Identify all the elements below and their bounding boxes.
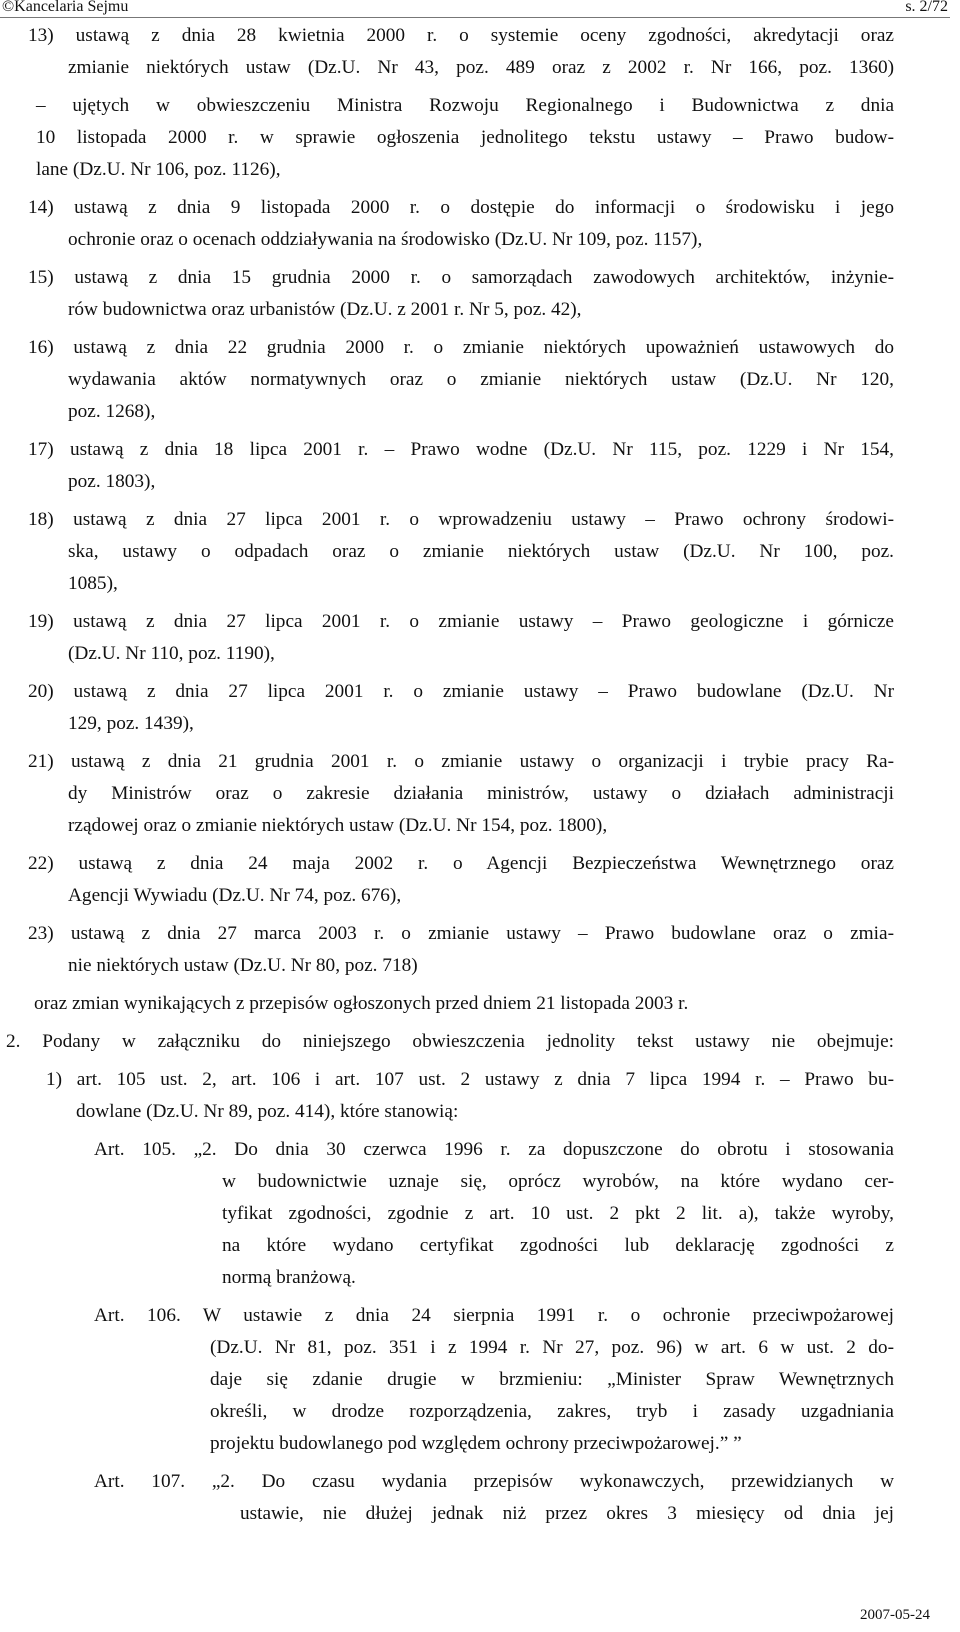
text-line: 1) art. 105 ust. 2, art. 106 i art. 107 ust. 2 ustawy z dnia 7 lipca 1994 r. – Prawo bu- bbox=[46, 1069, 894, 1090]
text-line: ska, ustawy o odpadach oraz o zmianie niektórych ustaw (Dz.U. Nr 100, poz. bbox=[68, 541, 894, 562]
text-line: 14) ustawą z dnia 9 listopada 2000 r. o dostępie do informacji o środowisku i jego bbox=[28, 197, 894, 218]
text-line: 2. Podany w załączniku do niniejszego obwieszczenia jednolity tekst ustawy nie obejmuje: bbox=[6, 1031, 894, 1052]
text-line: 17) ustawą z dnia 18 lipca 2001 r. – Prawo wodne (Dz.U. Nr 115, poz. 1229 i Nr 154, bbox=[28, 439, 894, 460]
text-line: Art. 107. „2. Do czasu wydania przepisów wykonawczych, przewidzianych w bbox=[94, 1471, 894, 1492]
text-line: (Dz.U. Nr 81, poz. 351 i z 1994 r. Nr 27, poz. 96) w art. 6 w ust. 2 do- bbox=[210, 1337, 894, 1358]
header-divider bbox=[0, 17, 950, 18]
text-line: 16) ustawą z dnia 22 grudnia 2000 r. o zmianie niektórych upoważnień ustawowych do bbox=[28, 337, 894, 358]
text-line: poz. 1268), bbox=[68, 401, 156, 422]
text-line: daje się zdanie drugie w brzmieniu: „Minister Spraw Wewnętrznych bbox=[210, 1369, 894, 1390]
text-line: 13) ustawą z dnia 28 kwietnia 2000 r. o systemie oceny zgodności, akredytacji oraz bbox=[28, 25, 894, 46]
text-line: 10 listopada 2000 r. w sprawie ogłoszenia jednolitego tekstu ustawy – Prawo budow- bbox=[36, 127, 894, 148]
text-line: Agencji Wywiadu (Dz.U. Nr 74, poz. 676), bbox=[68, 885, 402, 906]
text-line: na które wydano certyfikat zgodności lub deklarację zgodności z bbox=[222, 1235, 894, 1256]
text-line: rów budownictwa oraz urbanistów (Dz.U. z 2001 r. Nr 5, poz. 42), bbox=[68, 299, 582, 320]
page-number: s. 2/72 bbox=[905, 0, 948, 15]
page-header bbox=[0, 0, 960, 18]
copyright-label: ©Kancelaria Sejmu bbox=[2, 0, 129, 15]
text-line: 15) ustawą z dnia 15 grudnia 2000 r. o samorządach zawodowych architektów, inżynie- bbox=[28, 267, 894, 288]
text-line: Art. 106. W ustawie z dnia 24 sierpnia 1991 r. o ochronie przeciwpożarowej bbox=[94, 1305, 894, 1326]
text-line: dy Ministrów oraz o zakresie działania ministrów, ustawy o działach administracji bbox=[68, 783, 894, 804]
text-line: wydawania aktów normatywnych oraz o zmianie niektórych ustaw (Dz.U. Nr 120, bbox=[68, 369, 894, 390]
text-line: nie niektórych ustaw (Dz.U. Nr 80, poz. 718) bbox=[68, 955, 418, 976]
text-line: poz. 1803), bbox=[68, 471, 156, 492]
text-line: 20) ustawą z dnia 27 lipca 2001 r. o zmianie ustawy – Prawo budowlane (Dz.U. Nr bbox=[28, 681, 894, 702]
text-line: dowlane (Dz.U. Nr 89, poz. 414), które stanowią: bbox=[76, 1101, 459, 1122]
text-line: Art. 105. „2. Do dnia 30 czerwca 1996 r. za dopuszczone do obrotu i stosowania bbox=[94, 1139, 894, 1160]
text-line: – ujętych w obwieszczeniu Ministra Rozwoju Regionalnego i Budownictwa z dnia bbox=[36, 95, 894, 116]
text-line: oraz zmian wynikających z przepisów ogłoszonych przed dniem 21 listopada 2003 r. bbox=[34, 993, 689, 1014]
text-line: zmianie niektórych ustaw (Dz.U. Nr 43, poz. 489 oraz z 2002 r. Nr 166, poz. 1360) bbox=[68, 57, 894, 78]
text-line: 22) ustawą z dnia 24 maja 2002 r. o Agencji Bezpieczeństwa Wewnętrznego oraz bbox=[28, 853, 894, 874]
text-line: 23) ustawą z dnia 27 marca 2003 r. o zmianie ustawy – Prawo budowlane oraz o zmia- bbox=[28, 923, 894, 944]
text-line: tyfikat zgodności, zgodnie z art. 10 ust. 2 pkt 2 lit. a), także wyroby, bbox=[222, 1203, 894, 1224]
text-line: projektu budowlanego pod względem ochrony przeciwpożarowej.” ” bbox=[210, 1433, 742, 1454]
text-line: normą branżową. bbox=[222, 1267, 356, 1288]
text-line: ochronie oraz o ocenach oddziaływania na środowisko (Dz.U. Nr 109, poz. 1157), bbox=[68, 229, 703, 250]
text-line: (Dz.U. Nr 110, poz. 1190), bbox=[68, 643, 275, 664]
text-line: 21) ustawą z dnia 21 grudnia 2001 r. o zmianie ustawy o organizacji i trybie pracy Ra- bbox=[28, 751, 894, 772]
page-date: 2007-05-24 bbox=[860, 1607, 930, 1623]
text-line: 1085), bbox=[68, 573, 118, 594]
text-line: 19) ustawą z dnia 27 lipca 2001 r. o zmianie ustawy – Prawo geologiczne i górnicze bbox=[28, 611, 894, 632]
text-line: 129, poz. 1439), bbox=[68, 713, 194, 734]
text-line: rządowej oraz o zmianie niektórych ustaw (Dz.U. Nr 154, poz. 1800), bbox=[68, 815, 608, 836]
text-line: lane (Dz.U. Nr 106, poz. 1126), bbox=[36, 159, 281, 180]
text-line: w budownictwie uznaje się, oprócz wyrobów, na które wydano cer- bbox=[222, 1171, 894, 1192]
text-line: 18) ustawą z dnia 27 lipca 2001 r. o wprowadzeniu ustawy – Prawo ochrony środowi- bbox=[28, 509, 894, 530]
text-line: określi, w drodze rozporządzenia, zakres, tryb i zasady uzgadniania bbox=[210, 1401, 894, 1422]
text-line: ustawie, nie dłużej jednak niż przez okres 3 miesięcy od dnia jej bbox=[240, 1503, 894, 1524]
